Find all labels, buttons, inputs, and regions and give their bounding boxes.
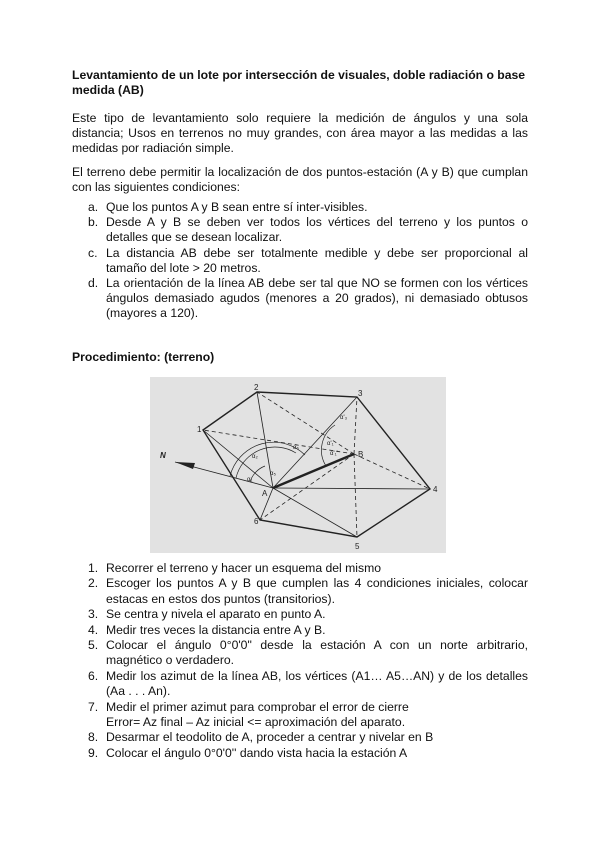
label-alpha-2: α₂ [252, 454, 258, 460]
list-text: Medir los azimut de la línea AB, los vértices (A1… A5…AN) y de los detalles (Aa . . . An). [106, 668, 528, 699]
label-vertex-5: 5 [355, 542, 360, 551]
label-n: N [160, 451, 166, 460]
label-alpha-1: α₁ [247, 477, 253, 483]
list-item [72, 638, 528, 669]
list-text-continuation: Error= Az final – Az inicial <= aproximación del aparato. [106, 715, 406, 730]
list-marker: 4. [88, 622, 99, 637]
list-item [72, 700, 528, 731]
list-text: Recorrer el terreno y hacer un esquema del mismo [106, 561, 382, 575]
list-item [72, 746, 528, 761]
label-vertex-6: 6 [254, 517, 259, 526]
label-alpha-6: α₆ [293, 445, 299, 451]
procedure-heading: Procedimiento: (terreno) [72, 350, 215, 364]
list-marker: 6. [88, 668, 99, 683]
list-text: La distancia AB debe ser totalmente medible y debe ser proporcional al tamaño del lote > 20 metros. [106, 245, 528, 275]
list-marker: 2. [88, 576, 99, 591]
list-text: La orientación de la línea AB debe ser tal que NO se formen con los vértices ángulos demasiado agudos (menores a 20 grados), ni demasiado obtusos (mayores a 120). [106, 276, 528, 321]
label-alpha-prime-2: α'₁' [330, 451, 338, 457]
procedure-steps [72, 561, 528, 761]
list-text: Medir tres veces la distancia entre A y B. [106, 622, 326, 637]
list-text: Desde A y B se deben ver todos los vértices del terreno y los puntos o detalles que se desean localizar. [106, 215, 528, 245]
list-item [72, 607, 528, 622]
list-text: Escoger los puntos A y B que cumplen las 4 condiciones iniciales, colocar estacas en estos dos puntos (transitorios). [106, 576, 528, 606]
label-alpha-5: α₅ [270, 471, 276, 477]
list-marker: d. [88, 276, 99, 291]
list-item [72, 576, 528, 607]
list-marker: 5. [88, 638, 99, 653]
list-marker: 3. [88, 607, 99, 622]
label-alpha-prime-1: α'₁ [327, 441, 334, 447]
list-marker: 8. [88, 730, 99, 745]
intro-paragraph: Este tipo de levantamiento solo requiere la medición de ángulos y una sola distancia; Usos en terrenos no muy grandes, con área mayor a las medidas a las medidas por radiación simple. [72, 111, 528, 156]
list-text: Se centra y nivela el aparato en punto A. [106, 607, 326, 622]
list-item [72, 669, 528, 700]
label-vertex-4: 4 [433, 485, 438, 494]
list-text: Colocar el ángulo 0°0'0" desde la estación A con un norte arbitrario, magnético o verdadero. [106, 638, 528, 668]
list-text: Desarmar el teodolito de A, proceder a centrar y nivelar en B [106, 730, 434, 745]
label-vertex-3: 3 [358, 389, 363, 398]
list-item [72, 730, 528, 745]
conditions-intro: El terreno debe permitir la localización de dos puntos-estación (A y B) que cumplan con las siguientes condiciones: [72, 165, 528, 195]
label-station-b: B [358, 450, 364, 459]
list-text: Colocar el ángulo 0°0'0'' dando vista hacia la estación A [106, 745, 408, 760]
label-vertex-1: 1 [197, 425, 202, 434]
document-title: Levantamiento de un lote por intersección de visuales, doble radiación o base medida (AB) [72, 68, 526, 98]
label-alpha-prime-3: α'₃ [340, 415, 348, 421]
list-item [72, 561, 528, 576]
list-marker: 7. [88, 699, 99, 714]
label-vertex-2: 2 [254, 383, 259, 392]
list-text: Que los puntos A y B sean entre sí inter-visibles. [106, 200, 368, 214]
label-station-a: A [262, 489, 268, 498]
list-text: Medir el primer azimut para comprobar el error de cierre [106, 699, 409, 714]
list-item [72, 623, 528, 638]
list-marker: 9. [88, 745, 99, 760]
list-marker: a. [88, 200, 99, 214]
list-marker: b. [88, 215, 99, 230]
list-marker: 1. [88, 561, 99, 575]
list-marker: c. [88, 245, 98, 260]
